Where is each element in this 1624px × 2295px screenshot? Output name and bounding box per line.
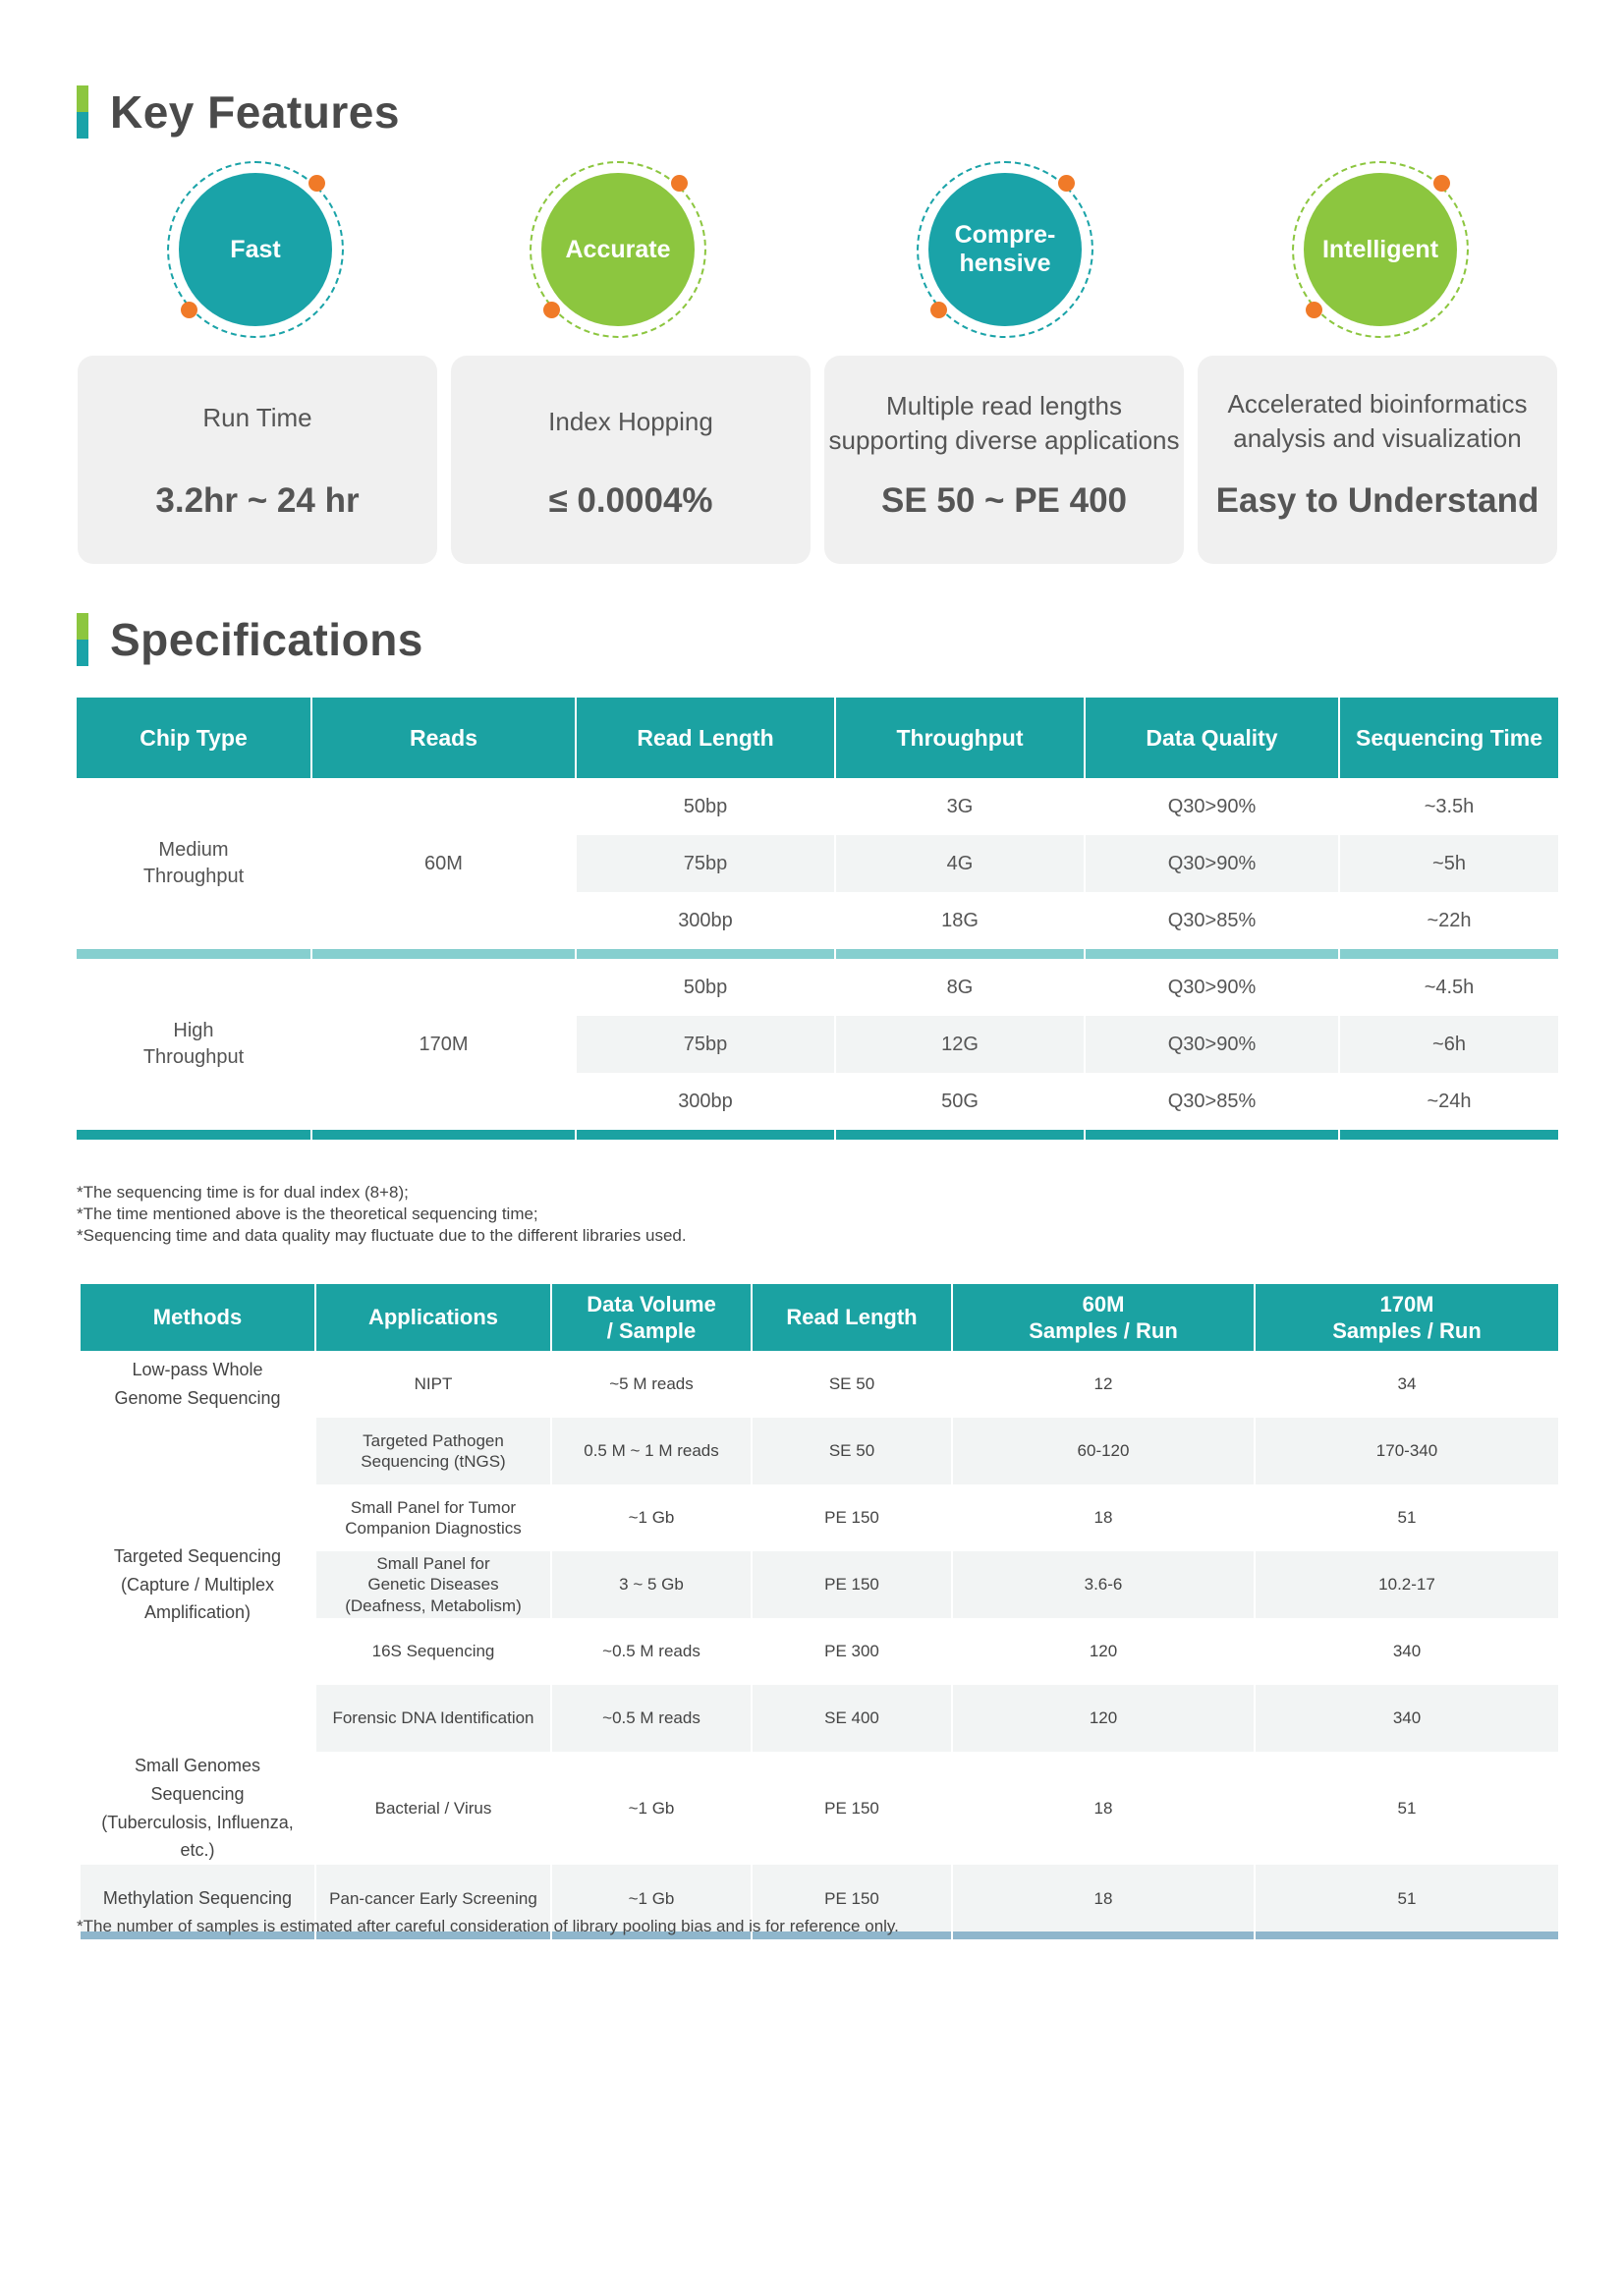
data-volume-cell: ~1 Gb [551,1752,752,1865]
feature-badge-label: Accurate [541,173,695,326]
column-header: Reads [311,698,576,778]
column-header: Applications [315,1284,551,1351]
orange-dot-icon [1058,175,1075,192]
feature-card-desc: Index Hopping [548,407,713,436]
read-length-cell: 75bp [576,1016,835,1073]
samples-60m-cell: 18 [952,1484,1255,1551]
quality-cell: Q30>90% [1085,1016,1339,1073]
application-cell: Pan-cancer Early Screening [315,1865,551,1931]
feature-card-value: Easy to Understand [1215,481,1540,520]
samples-60m-cell: 18 [952,1752,1255,1865]
quality-cell: Q30>85% [1085,1073,1339,1130]
samples-60m-cell: 3.6-6 [952,1551,1255,1618]
table-row [81,1752,1558,1865]
read-length-cell: SE 50 [752,1351,952,1418]
feature-card-index-hopping [451,356,811,564]
samples-60m-cell: 12 [952,1351,1255,1418]
read-length-cell: 50bp [576,778,835,835]
column-header: Throughput [835,698,1085,778]
orange-dot-icon [671,175,688,192]
quality-cell: Q30>90% [1085,959,1339,1016]
read-length-cell: 300bp [576,892,835,949]
column-header: Read Length [576,698,835,778]
feature-badge-label: Fast [179,173,332,326]
specifications-notes: *The sequencing time is for dual index (8+8); *The time mentioned above is the theoretical sequencing time; *Sequencing time and data quality may fluctuate due to the different libraries used. [77,1183,687,1245]
samples-60m-cell: 18 [952,1865,1255,1931]
throughput-cell: 50G [835,1073,1085,1130]
time-cell: ~6h [1339,1016,1558,1073]
methods-table [81,1284,1558,1939]
application-cell: 16S Sequencing [315,1618,551,1685]
application-cell: Bacterial / Virus [315,1752,551,1865]
specifications-title: Specifications [110,614,423,665]
throughput-cell: 12G [835,1016,1085,1073]
read-length-cell: SE 400 [752,1685,952,1752]
methods-note: *The number of samples is estimated after careful consideration of library pooling bias and is for reference only. [77,1917,899,1935]
samples-170m-cell: 340 [1255,1685,1558,1752]
table-header-row [77,698,1558,778]
feature-badge-fast [167,161,344,338]
data-volume-cell: ~0.5 M reads [551,1685,752,1752]
table-bottom-bar [77,1130,1558,1140]
table-row [81,1418,1558,1484]
feature-badge-label: Intelligent [1304,173,1457,326]
time-cell: ~3.5h [1424,795,1475,817]
feature-card-value: SE 50 ~ PE 400 [880,481,1128,520]
feature-card-desc: Multiple read lengths supporting diverse applications [828,391,1180,456]
data-volume-cell: ~0.5 M reads [551,1618,752,1685]
group-separator [77,949,1558,959]
read-length-cell: 50bp [576,959,835,1016]
time-cell: ~24h [1427,1090,1472,1112]
key-features-heading [77,85,400,139]
feature-badge-accurate [530,161,706,338]
data-volume-cell: ~1 Gb [551,1865,752,1931]
key-features-title: Key Features [110,86,400,138]
samples-170m-cell: 51 [1255,1865,1558,1931]
table-row [77,959,1558,1016]
throughput-cell: 3G [835,778,1085,835]
samples-60m-cell: 120 [952,1685,1255,1752]
data-volume-cell: ~5 M reads [551,1351,752,1418]
feature-card-run-time [78,356,437,564]
read-length-cell: PE 150 [752,1865,952,1931]
data-volume-cell: 3 ~ 5 Gb [551,1551,752,1618]
method-cell: Methylation Sequencing [81,1865,315,1931]
read-length-cell: SE 50 [752,1418,952,1484]
samples-170m-cell: 10.2-17 [1255,1551,1558,1618]
specifications-table [77,698,1558,1140]
orange-dot-icon [308,175,325,192]
samples-170m-cell: 340 [1392,1642,1422,1661]
feature-badge-intelligent [1292,161,1469,338]
application-cell: Small Panel for Genetic Diseases (Deafness, Metabolism) [315,1551,551,1618]
reads-cell: 60M [311,778,576,949]
time-cell: ~4.5h [1424,976,1475,998]
orange-dot-icon [543,302,560,318]
column-header: 170M Samples / Run [1255,1284,1558,1351]
column-header: Read Length [752,1284,952,1351]
orange-dot-icon [930,302,947,318]
read-length-cell: 300bp [576,1073,835,1130]
data-volume-cell: ~1 Gb [551,1484,752,1551]
read-length-cell: PE 150 [752,1752,952,1865]
application-cell: Small Panel for Tumor Companion Diagnostics [315,1484,551,1551]
specifications-heading [77,613,423,666]
method-cell: Targeted Sequencing (Capture / Multiplex Amplification) [81,1418,315,1752]
application-cell: Targeted Pathogen Sequencing (tNGS) [315,1418,551,1484]
table-header-row [81,1284,1558,1351]
quality-cell: Q30>90% [1085,835,1339,892]
samples-170m-cell: 34 [1397,1374,1417,1394]
feature-card-read-lengths [824,356,1184,564]
feature-card-desc: Run Time [202,403,312,432]
time-cell: ~22h [1427,909,1472,931]
chip-type-cell: Medium Throughput [77,778,311,949]
chip-type-cell: High Throughput [77,959,311,1130]
samples-170m-cell: 170-340 [1255,1418,1558,1484]
samples-60m-cell: 120 [952,1618,1255,1685]
samples-60m-cell: 60-120 [952,1418,1255,1484]
orange-dot-icon [1306,302,1322,318]
read-length-cell: PE 150 [752,1484,952,1551]
throughput-cell: 8G [835,959,1085,1016]
title-accent-bar [77,85,88,139]
data-volume-cell: 0.5 M ~ 1 M reads [551,1418,752,1484]
quality-cell: Q30>90% [1085,778,1339,835]
time-cell: ~5h [1339,835,1558,892]
table-row [81,1351,1558,1418]
quality-cell: Q30>85% [1085,892,1339,949]
column-header: Methods [81,1284,315,1351]
application-cell: Forensic DNA Identification [315,1685,551,1752]
title-accent-bar [77,613,88,666]
feature-badge-label: Compre- hensive [928,173,1082,326]
read-length-cell: 75bp [576,835,835,892]
feature-badge-comprehensive [917,161,1093,338]
orange-dot-icon [1433,175,1450,192]
samples-170m-cell: 51 [1397,1798,1417,1818]
feature-card-desc: Accelerated bioinformatics analysis and visualization [1227,389,1528,454]
feature-card-bioinformatics [1198,356,1557,564]
feature-card-value: 3.2hr ~ 24 hr [155,481,360,520]
method-cell: Small Genomes Sequencing (Tuberculosis, Influenza, etc.) [81,1752,315,1865]
samples-170m-cell: 51 [1397,1508,1417,1528]
method-cell: Low-pass Whole Genome Sequencing [81,1351,315,1418]
column-header: Sequencing Time [1339,698,1558,778]
column-header: 60M Samples / Run [952,1284,1255,1351]
column-header: Data Quality [1085,698,1339,778]
orange-dot-icon [181,302,197,318]
read-length-cell: PE 150 [752,1551,952,1618]
column-header: Chip Type [77,698,311,778]
throughput-cell: 18G [835,892,1085,949]
column-header: Data Volume / Sample [551,1284,752,1351]
throughput-cell: 4G [835,835,1085,892]
read-length-cell: PE 300 [752,1618,952,1685]
feature-card-value: ≤ 0.0004% [548,481,713,520]
application-cell: NIPT [315,1351,551,1418]
table-row [77,778,1558,835]
reads-cell: 170M [311,959,576,1130]
